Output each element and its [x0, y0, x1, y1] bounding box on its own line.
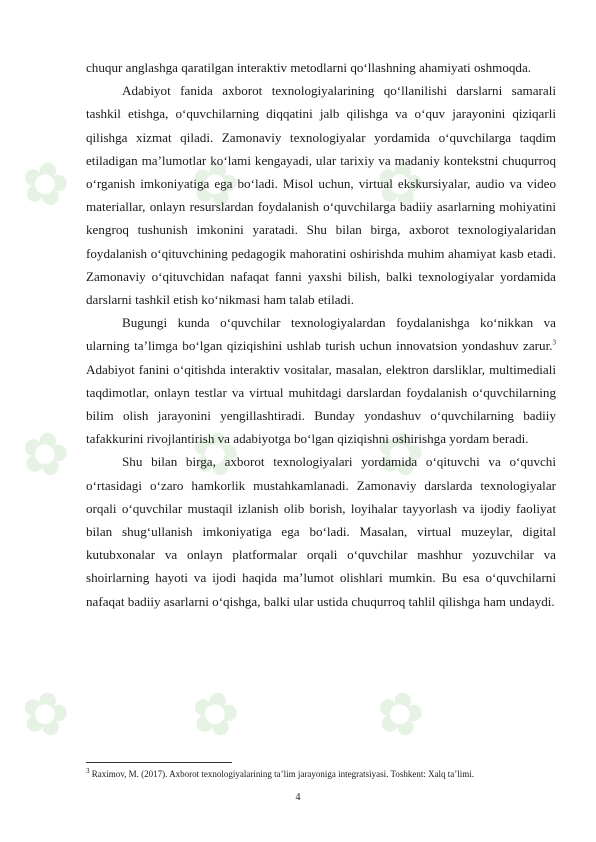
watermark-logo: ✿ — [357, 145, 441, 223]
paragraph: Adabiyot fanida axborot texnologiyalarining qo‘llanilishi darslarni samarali tashkil etishga, o‘quvchilarning diqqatini jalb qilishga va o‘quv jarayonini qiziqarli qilishga xizmat qiladi. Zamonaviy texnologiyalar yordamida o‘quvchilarga taqdim etiladigan ma’lumotlar ko‘lami kengayadi, ular tarixiy va madaniy kontekstni chuqurroq o‘rganish imkoniyatiga ega bo‘ladi. Misol uchun, virtual ekskursiyalar, audio va video materiallar, onlayn resurslardan foydalanish o‘quvchilarga badiiy asarlarning mohiyatini kengroq tushunish imkonini yaratadi. Shu bilan birga, axborot texnologiyalaridan foydalanish o‘qituvchining pedagogik mahoratini oshirishda muhim ahamiyat kasb etadi. Zamonaviy o‘qituvchidan nafaqat fanni yaxshi bilish, balki texnologiyalar yordamida darslarni tashkil etish ko‘nikmasi ham talab etiladi. — [86, 83, 556, 308]
paragraph-text: Adabiyot fanini o‘qitishda interaktiv vositalar, masalan, elektron darsliklar, multimediali taqdimotlar, onlayn testlar va virtual muhitdagi darslardan foydalanish o‘quvchilarning bilim olish jarayonini yengillashtiradi. Bunday yondashuv o‘quvchilarning badiiy tafakkurini rivojlantirish va adabiyotga bo‘lgan qiziqishni oshirishga yordam beradi. — [86, 361, 556, 447]
footnote-reference[interactable]: 3 — [552, 339, 556, 348]
footnote-separator — [86, 762, 232, 763]
watermark-logo: ✿ — [357, 675, 441, 753]
watermark-logo: ✿ — [2, 145, 86, 223]
page-number: 4 — [295, 792, 301, 803]
paragraph — [86, 311, 556, 450]
watermark-logo: ✿ — [357, 415, 441, 493]
watermark-logo: ✿ — [172, 415, 256, 493]
footnote-text: Raximov, M. (2017). Axborot texnologiyalarining ta’lim jarayoniga integratsiyasi. Toshkent: Xalq ta’limi. — [91, 769, 475, 779]
body-text — [86, 56, 556, 613]
paragraph-text: Bugungi kunda o‘quvchilar texnologiyalardan foydalanishga ko‘nikkan va ularning ta’limga bo‘lgan qiziqishini ushlab turish uchun innovatsion yondashuv zarur. — [86, 315, 556, 354]
watermark-logo: ✿ — [172, 145, 256, 223]
paragraph: chuqur anglashga qaratilgan interaktiv metodlarni qo‘llashning ahamiyati oshmoqda. — [86, 60, 532, 75]
paragraph: Shu bilan birga, axborot texnologiyalari yordamida o‘qituvchi va o‘quvchi o‘rtasidagi o‘zaro hamkorlik mustahkamlanadi. Zamonaviy darslarda texnologiyalar orqali o‘quvchilar mustaqil izlanish olib borish, loyihalar tayyorlash va ijodiy faoliyat bilan shug‘ullanish imkoniyatiga ega bo‘ladi. Masalan, virtual muzeylar, digital kutubxonalar va onlayn platformalar orqali o‘quvchilar mashhur yozuvchilar va shoirlarning hayoti va ijodi haqida ma’lumot olishlari mumkin. Bu esa o‘quvchilarni nafaqat badiiy asarlarni o‘qishga, balki ular ustida chuqurroq tahlil qilishga ham undaydi. — [86, 454, 556, 609]
footnote — [86, 768, 566, 780]
watermark-logo: ✿ — [2, 675, 86, 753]
footnote-marker: 3 — [86, 767, 90, 775]
watermark-logo: ✿ — [172, 675, 256, 753]
watermark-logo: ✿ — [2, 415, 86, 493]
